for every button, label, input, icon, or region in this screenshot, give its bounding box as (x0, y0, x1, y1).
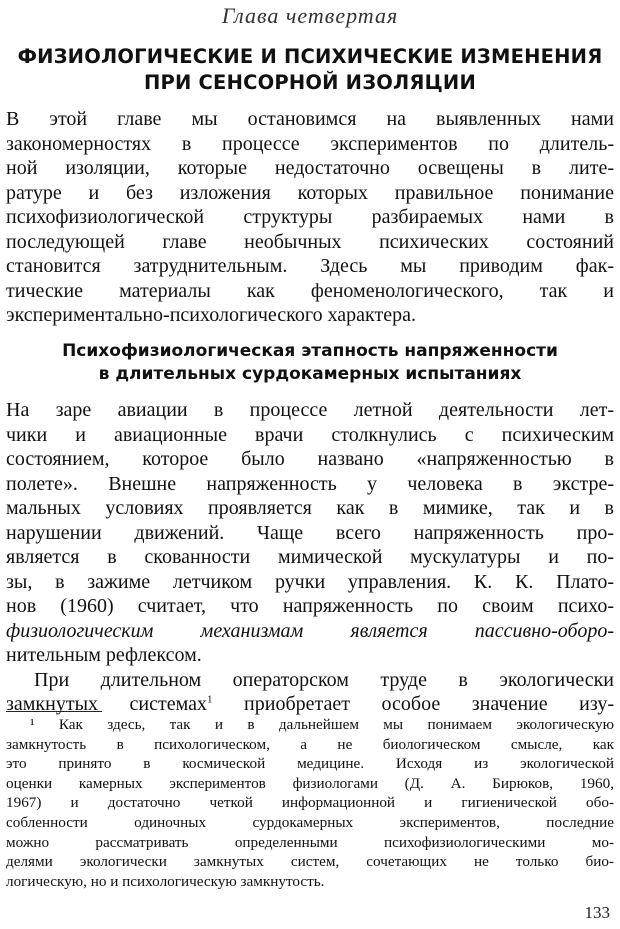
section-line: является в скованности мимической мускулатуры и по- (6, 546, 614, 568)
chapter-title-line-1: ФИЗИОЛОГИЧЕСКИЕ И ПСИХИЧЕСКИЕ ИЗМЕНЕНИЯ (17, 45, 603, 68)
section-title-line-2: в длительных сурдокамерных испытаниях (98, 364, 522, 384)
footnote-marker: 1 (207, 693, 213, 706)
page-number: 133 (584, 903, 610, 922)
intro-line: ратуре и без изложения которых правильное понимание (6, 181, 614, 204)
intro-line: становится затруднительным. Здесь мы приводим фак- (6, 255, 614, 277)
section-line: полете». Внешне напряженность у человека в экстре- (6, 472, 614, 495)
footnote-divider (6, 711, 102, 712)
footnote-line: собленности одиночных сурдокамерных экспериментов, последние (6, 813, 614, 831)
section-line: чики и авиационные врачи столкнулись с психическим (6, 423, 614, 446)
intro-line: закономерностях в процессе экспериментов по длитель- (6, 132, 614, 155)
section-line: На заре авиации в процессе летной деятельности лет- (6, 399, 614, 421)
intro-line: последующей главе необычных психических состояний (6, 230, 614, 253)
intro-line: ной изоляции, которые недостаточно освещены в лите- (6, 157, 614, 179)
section-line: состоянием, которое было названо «напряженностью в (6, 448, 614, 470)
paragraph-2-text-a: замкнутых системах (6, 693, 208, 715)
section-line: нарушении движений. Чаще всего напряженность про- (6, 521, 614, 544)
footnote-line: это принято в космической медицине. Исходя из экологической (6, 755, 614, 773)
section-line-italic: физиологическим механизмам является пассивно-оборо- (6, 619, 614, 642)
footnote-line: оценки камерных экспериментов физиологами (Д. А. Бирюков, 1960, (6, 774, 614, 792)
footnote-line: ¹ Как здесь, так и в дальнейшем мы понимаем экологическую (30, 716, 614, 733)
chapter-title (0, 44, 620, 96)
section-title-line-1: Психофизиологическая этапность напряженности (62, 341, 558, 361)
section-paragraph (6, 398, 614, 717)
section-title (0, 340, 620, 386)
footnote-line: делями экологически замкнутых систем, сочетающих не только био- (6, 853, 614, 871)
chapter-title-line-2: ПРИ СЕНСОРНОЙ ИЗОЛЯЦИИ (144, 71, 476, 94)
chapter-label: Глава четвертая (221, 3, 399, 28)
footnote-line: замкнутость в психологическом, а не биологическом смысле, как (6, 735, 614, 753)
section-line: нов (1960) считает, что напряженность по своим психо- (6, 595, 614, 617)
section-line: мальных условиях проявляется как в мимике, так и в (6, 497, 614, 519)
footnote-line: логическую, но и психологическую замкнутость. (6, 872, 325, 890)
paragraph-2-text-b: приобретает особое значение изу- (212, 693, 614, 715)
intro-line: В этой главе мы остановимся на выявленных нами (6, 108, 614, 130)
intro-line: тические материалы как феноменологического, так и (6, 279, 614, 302)
footnote-line: 1967) и достаточно четкой информационной и гигиенической обо- (6, 794, 614, 812)
section-line: нительным рефлексом. (6, 644, 202, 666)
intro-line: экспериментально-психологического характера. (6, 304, 416, 326)
footnote (6, 715, 614, 891)
section-line: зы, в зажиме летчиком ручки управления. К. К. Плато- (6, 570, 614, 593)
paragraph-2-line-2 (6, 692, 614, 717)
paragraph-2-line-1: При длительном операторском труде в экологически (34, 668, 614, 691)
footnote-line: можно рассматривать определенными психофизиологическими мо- (6, 833, 614, 851)
intro-line: психофизиологической структуры разбираемых нами в (6, 206, 614, 228)
intro-paragraph (6, 107, 614, 328)
